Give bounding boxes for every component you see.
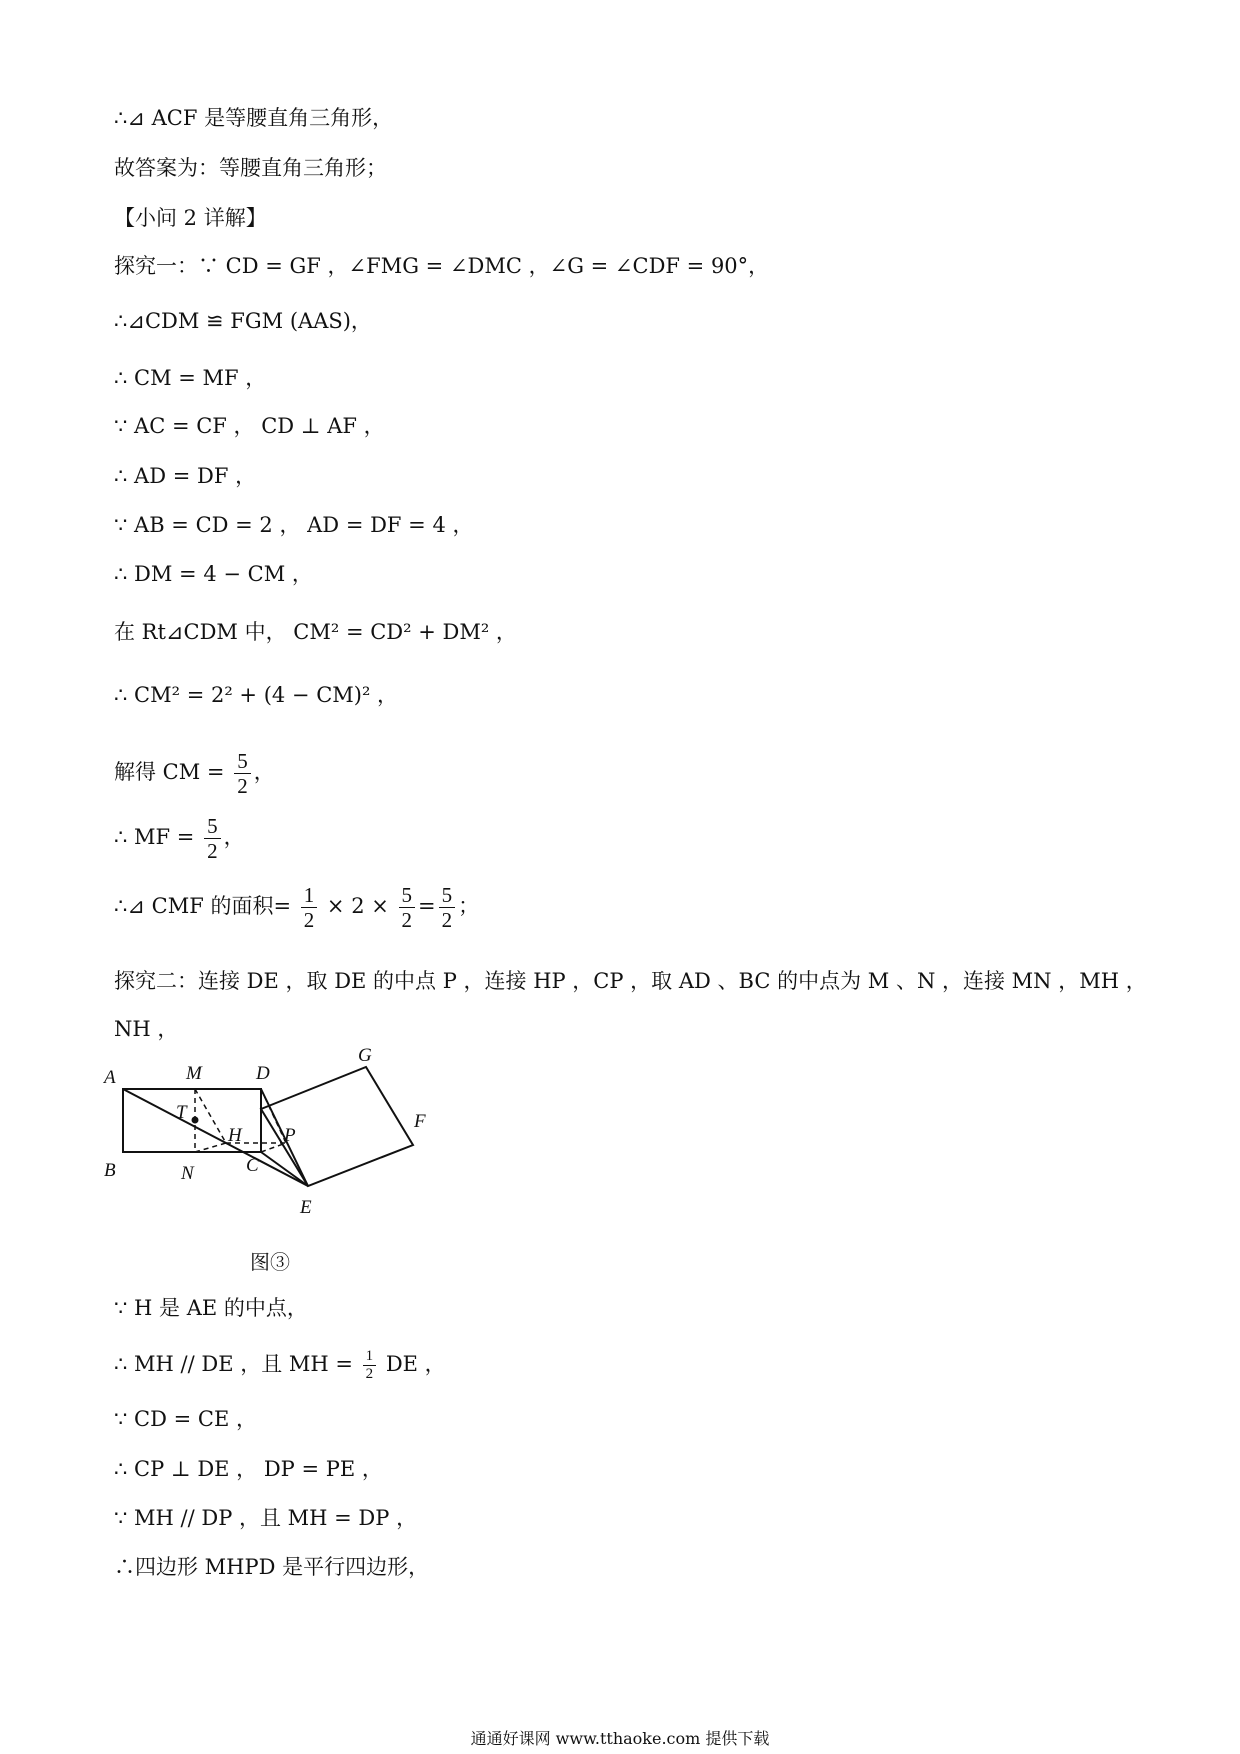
text-line-4: ∴⊿CDM ≌ FGM (AAS)，: [114, 309, 372, 333]
text-line-12: [114, 742, 275, 802]
label-d: D: [256, 1063, 270, 1084]
comma: ，: [223, 825, 245, 849]
label-b: B: [104, 1160, 116, 1181]
footer-credit: 通通好课网 www.tthaoke.com 提供下载: [470, 1729, 770, 1748]
segment-cp: [261, 1143, 286, 1152]
solve-prefix: 解得 CM =: [114, 760, 225, 784]
comma: ，: [253, 760, 275, 784]
fraction-one-half: [301, 883, 318, 932]
point-t: [192, 1117, 199, 1124]
figure-caption: 图③: [250, 1250, 290, 1274]
fraction-five-halves-3: [399, 883, 416, 932]
text-line-17: ∵ H 是 AE 的中点，: [114, 1296, 308, 1320]
frac-num: 5: [439, 883, 456, 908]
geometry-figure: [104, 1045, 448, 1275]
text-line-11: ∴ CM² = 2² + (4 − CM)² ，: [114, 683, 399, 707]
label-c: C: [246, 1155, 259, 1176]
text-line-21: ∵ MH // DP ，且 MH = DP ，: [114, 1506, 418, 1530]
frac-num: 5: [204, 814, 221, 839]
fraction-one-half-small: [363, 1348, 377, 1383]
text-line-2: 故答案为：等腰直角三角形；: [114, 156, 387, 180]
text-line-15: 探究二：连接 DE ，取 DE 的中点 P ，连接 HP ，CP ，取 AD 、BC 的中点为 M 、N ，连接 MN ，MH ，: [114, 969, 1147, 993]
frac-num: 5: [399, 883, 416, 908]
fraction-five-halves-4: [439, 883, 456, 932]
equals: =: [418, 894, 436, 918]
text-line-5: ∴ CM = MF ，: [114, 366, 267, 390]
text-line-9: ∴ DM = 4 − CM ，: [114, 562, 313, 586]
text-line-6: ∵ AC = CF ， CD ⊥ AF ，: [114, 414, 385, 438]
label-t: T: [176, 1102, 187, 1123]
frac-num: 5: [234, 749, 251, 774]
fraction-five-halves-2: [204, 814, 221, 863]
section-heading: 【小问 2 详解】: [114, 206, 267, 230]
semicolon: ；: [458, 894, 480, 918]
frac-den: 2: [207, 839, 218, 863]
label-f: F: [414, 1111, 426, 1132]
text-line-16: NH ，: [114, 1017, 179, 1041]
frac-den: 2: [303, 908, 315, 932]
text-line-8: ∵ AB = CD = 2 ， AD = DF = 4 ，: [114, 513, 474, 537]
label-g: G: [358, 1045, 372, 1066]
frac-num: 1: [301, 883, 318, 908]
frac-num: 1: [363, 1348, 377, 1366]
mh-prefix: ∴ MH // DE ，且 MH =: [114, 1352, 353, 1376]
segment-ce: [261, 1152, 308, 1186]
label-p: P: [284, 1125, 296, 1146]
text-line-14: [114, 876, 479, 936]
label-e: E: [300, 1197, 312, 1218]
area-prefix: ∴⊿ CMF 的面积=: [114, 894, 292, 918]
label-h: H: [228, 1125, 242, 1146]
mf-prefix: ∴ MF =: [114, 825, 195, 849]
text-line-7: ∴ AD = DF ，: [114, 464, 257, 488]
text-line-20: ∴ CP ⊥ DE ， DP = PE ，: [114, 1457, 383, 1481]
label-n: N: [181, 1163, 194, 1184]
frac-den: 2: [365, 1366, 374, 1382]
text-line-18: [114, 1343, 446, 1385]
text-line-19: ∵ CD = CE ，: [114, 1407, 257, 1431]
fraction-five-halves-1: [234, 749, 251, 798]
text-line-3: 探究一：∵ CD = GF ，∠FMG = ∠DMC ，∠G = ∠CDF = 90°，: [114, 254, 770, 278]
text-line-22: ∴四边形 MHPD 是平行四边形，: [114, 1555, 430, 1579]
label-m: M: [186, 1063, 202, 1084]
text-line-1: ∴⊿ ACF 是等腰直角三角形，: [114, 106, 394, 130]
text-line-13: [114, 807, 245, 867]
mh-suffix: DE ，: [385, 1352, 446, 1376]
frac-den: 2: [401, 908, 413, 932]
frac-den: 2: [441, 908, 453, 932]
frac-den: 2: [237, 774, 248, 798]
segment-ae: [123, 1089, 308, 1186]
text-line-10: 在 Rt⊿CDM 中， CM² = CD² + DM² ，: [114, 620, 517, 644]
segment-nh: [195, 1143, 226, 1152]
times-two: × 2 ×: [326, 894, 389, 918]
label-a: A: [104, 1067, 116, 1088]
